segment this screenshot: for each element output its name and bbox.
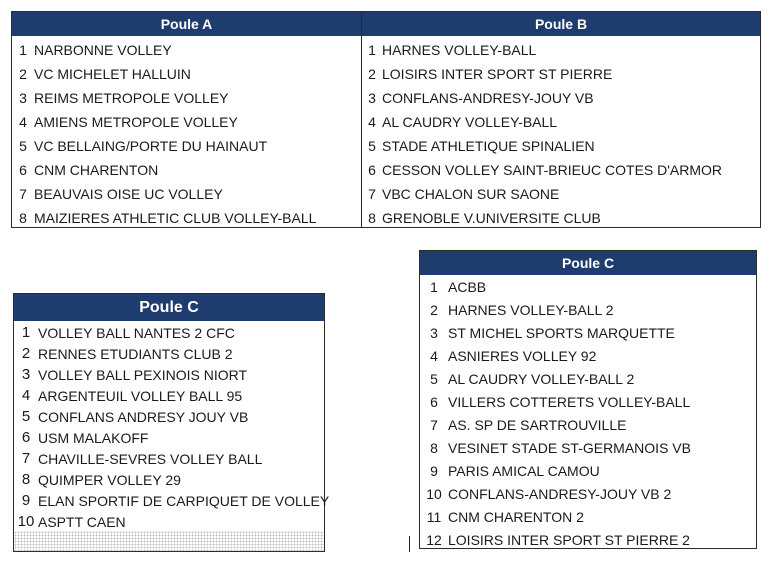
team-number: 9: [21, 492, 31, 509]
team-row: [362, 62, 760, 86]
team-row: [14, 322, 324, 343]
team-name: HARNES VOLLEY-BALL 2: [448, 301, 614, 318]
team-number: 11: [426, 508, 442, 525]
team-name: VOLLEY BALL NANTES 2 CFC: [38, 324, 235, 341]
team-number: 5: [430, 370, 438, 387]
team-name: CNM CHARENTON: [34, 162, 159, 178]
poule-b-table: [362, 11, 761, 228]
team-number: 1: [368, 42, 376, 58]
team-number: 5: [21, 408, 31, 425]
team-name: CHAVILLE-SEVRES VOLLEY BALL: [38, 450, 263, 467]
poule-b-list: [362, 36, 760, 230]
team-name: CONFLANS-ANDRESY-JOUY VB: [382, 90, 594, 106]
poule-a-title: Poule A: [12, 12, 361, 36]
team-row: [420, 413, 756, 436]
team-number: 4: [21, 387, 31, 404]
team-number: 2: [21, 345, 31, 362]
team-number: 7: [21, 450, 31, 467]
team-number: 6: [19, 162, 27, 178]
poule-c-left-table: [13, 293, 330, 552]
team-row: [420, 482, 756, 505]
team-number: 5: [368, 138, 376, 154]
poule-c-left-title: Poule C: [14, 294, 324, 321]
team-row: [420, 436, 756, 459]
team-name: ASNIERES VOLLEY 92: [448, 347, 597, 364]
team-name: ACBB: [448, 278, 487, 295]
team-number: 1: [19, 42, 27, 58]
team-number: 9: [430, 462, 438, 479]
team-name: VBC CHALON SUR SAONE: [382, 186, 560, 202]
team-number: 8: [19, 210, 27, 226]
team-row: [420, 275, 756, 298]
team-name: HARNES VOLLEY-BALL: [382, 42, 537, 58]
team-number: 2: [368, 66, 376, 82]
team-row: [420, 390, 756, 413]
team-row: [12, 38, 361, 62]
team-name: ARGENTEUIL VOLLEY BALL 95: [38, 387, 243, 404]
team-row: [14, 406, 324, 427]
team-number: 6: [21, 429, 31, 446]
team-row: [362, 182, 760, 206]
team-name: CONFLANS-ANDRESY-JOUY VB 2: [448, 485, 672, 502]
team-number: 6: [430, 393, 438, 410]
team-number: 1: [21, 324, 31, 341]
poule-a-table: [11, 11, 362, 228]
team-row: [420, 505, 756, 528]
team-number: 8: [21, 471, 31, 488]
team-number: 7: [430, 416, 438, 433]
team-name: RENNES ETUDIANTS CLUB 2: [38, 345, 233, 362]
team-row: [420, 344, 756, 367]
dotted-shading: [14, 531, 324, 551]
poule-c-right-title: Poule C: [420, 251, 756, 275]
team-row: [14, 385, 324, 406]
team-row: [14, 448, 324, 469]
team-number: 3: [368, 90, 376, 106]
team-name: AMIENS METROPOLE VOLLEY: [34, 114, 238, 130]
team-row: [420, 459, 756, 482]
team-name: PARIS AMICAL CAMOU: [448, 462, 600, 479]
team-row: [12, 158, 361, 182]
team-name: AL CAUDRY VOLLEY-BALL 2: [448, 370, 635, 387]
team-row: [12, 86, 361, 110]
team-row: [362, 110, 760, 134]
team-number: 7: [368, 186, 376, 202]
team-name: REIMS METROPOLE VOLLEY: [34, 90, 229, 106]
team-name: VC MICHELET HALLUIN: [34, 66, 191, 82]
team-row: [14, 469, 324, 490]
team-row: [420, 367, 756, 390]
team-name: ELAN SPORTIF DE CARPIQUET DE VOLLEY: [38, 492, 330, 509]
team-name: AL CAUDRY VOLLEY-BALL: [382, 114, 558, 130]
poule-c-right-list: [420, 275, 756, 551]
team-name: NARBONNE VOLLEY: [34, 42, 172, 58]
team-row: [12, 134, 361, 158]
team-number: 8: [368, 210, 376, 226]
team-name: CESSON VOLLEY SAINT-BRIEUC COTES D'ARMOR: [382, 162, 723, 178]
team-row: [12, 182, 361, 206]
team-name: AS. SP DE SARTROUVILLE: [448, 416, 627, 433]
team-name: LOISIRS INTER SPORT ST PIERRE 2: [448, 531, 690, 548]
team-number: 2: [19, 66, 27, 82]
team-row: [362, 38, 760, 62]
team-row: [14, 490, 330, 511]
team-row: [420, 528, 756, 551]
team-number: 10: [17, 513, 35, 530]
team-name: VOLLEY BALL PEXINOIS NIORT: [38, 366, 248, 383]
team-number: 7: [19, 186, 27, 202]
team-name: LOISIRS INTER SPORT ST PIERRE: [382, 66, 613, 82]
team-name: BEAUVAIS OISE UC VOLLEY: [34, 186, 223, 202]
team-row: [14, 343, 324, 364]
team-number: 12: [426, 531, 442, 548]
cursor-mark: [409, 536, 410, 552]
team-row: [14, 364, 324, 385]
team-number: 4: [430, 347, 438, 364]
poule-c-left-list: [14, 321, 330, 532]
team-number: 2: [430, 301, 438, 318]
team-row: [12, 62, 361, 86]
team-row: [362, 158, 760, 182]
team-row: [420, 298, 756, 321]
team-name: VC BELLAING/PORTE DU HAINAUT: [34, 138, 268, 154]
team-number: 3: [21, 366, 31, 383]
team-row: [362, 134, 760, 158]
team-number: 5: [19, 138, 27, 154]
poule-a-list: [12, 36, 361, 230]
team-row: [362, 206, 760, 230]
team-name: USM MALAKOFF: [38, 429, 149, 446]
team-row: [12, 110, 361, 134]
team-row: [14, 427, 324, 448]
team-number: 4: [19, 114, 27, 130]
team-name: VESINET STADE ST-GERMANOIS VB: [448, 439, 691, 456]
team-name: MAIZIERES ATHLETIC CLUB VOLLEY-BALL: [34, 210, 317, 226]
team-number: 3: [430, 324, 438, 341]
poule-b-title: Poule B: [362, 12, 760, 36]
team-name: CONFLANS ANDRESY JOUY VB: [38, 408, 249, 425]
team-number: 4: [368, 114, 376, 130]
poule-c-right-table: [419, 250, 757, 549]
team-row: [362, 86, 760, 110]
team-row: [12, 206, 361, 230]
team-row: [14, 511, 324, 532]
team-number: 6: [368, 162, 376, 178]
team-name: ASPTT CAEN: [38, 513, 126, 530]
team-name: ST MICHEL SPORTS MARQUETTE: [448, 324, 675, 341]
team-name: VILLERS COTTERETS VOLLEY-BALL: [448, 393, 691, 410]
team-number: 10: [426, 485, 442, 502]
team-number: 1: [430, 278, 438, 295]
team-name: QUIMPER VOLLEY 29: [38, 471, 181, 488]
team-row: [420, 321, 756, 344]
team-number: 8: [430, 439, 438, 456]
team-name: STADE ATHLETIQUE SPINALIEN: [382, 138, 595, 154]
team-name: CNM CHARENTON 2: [448, 508, 584, 525]
team-name: GRENOBLE V.UNIVERSITE CLUB: [382, 210, 601, 226]
team-number: 3: [19, 90, 27, 106]
